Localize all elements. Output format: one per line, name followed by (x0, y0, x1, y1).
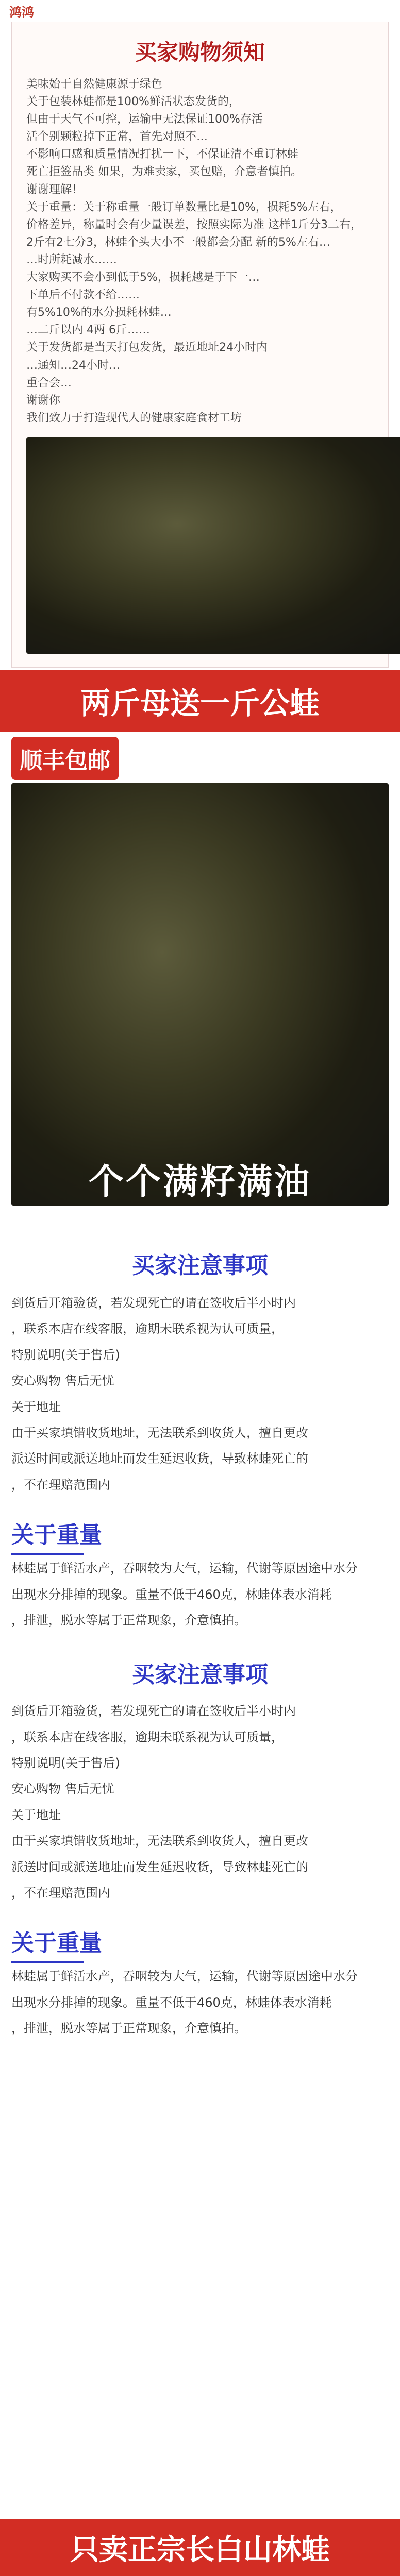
buyer-notes-title: 买家注意事项 (132, 1252, 268, 1279)
slogan-label: 个个满籽满油 (88, 1162, 311, 1202)
brand-label (0, 0, 400, 22)
shipping-badge (11, 737, 119, 780)
authentic-banner (0, 2519, 400, 2576)
frog-photo (26, 437, 400, 654)
notice-text: 美味始于自然健康源于绿色 关于包装林蛙都是100%鲜活状态发货的， 但由于天气不可控，运输中无法保证100%存活 活个别颗粒掉下正常，首先对照不… 不影响口感和质量情况打扰一下，不保证清不重订林蛙 死亡拒签品类 如果，为难卖家，买包赔，介意者慎拍。 谢谢理解！ 关于重量：关于称重量一般订单数量比是10%，损耗5%左右， 价格差异，称量时会有少量误差，按照实际为准 这样1斤分3二右， 2斤有2七分3，林蛙个头大小不一般都会分配 新的5%左右… …时所耗减水…… 大家购买不会小到低于5%，损耗越是于下一… 下单后不付款不给…… 有5%10%的水分损耗林蛙… …二斤以内 4两 6斤…… 关于发货都是当天打包发货，最近地址24小时内 …通知…24小时… 重合会… 谢谢你 我们致力于打造现代人的健康家庭食材工坊 (26, 78, 362, 425)
weight-title-2: 关于重量 (11, 1930, 102, 1957)
promo-banner-text: 两斤母送一斤公蛙 (80, 686, 320, 721)
notes-section (11, 1247, 389, 2042)
slogan-text (0, 1154, 400, 1204)
frog-pile-photo (11, 783, 389, 1206)
buyer-notes-title-2: 买家注意事项 (132, 1662, 268, 1688)
buyer-notes-text: 到货后开箱验货，若发现死亡的请在签收后半小时内 ，联系本店在线客服，逾期未联系视为认可质量， 特别说明(关于售后) 安心购物 售后无忧 关于地址 由于买家填错收货地址，无法联系到收货人，擅自更改 派送时间或派送地址而发生延迟收货，导致林蛙死亡的 ，不在理赔范围内 (11, 1296, 308, 1492)
weight-title: 关于重量 (11, 1522, 102, 1549)
purchase-notice (11, 22, 389, 668)
buyer-notes-text-2: 到货后开箱验货，若发现死亡的请在签收后半小时内 ，联系本店在线客服，逾期未联系视为认可质量， 特别说明(关于售后) 安心购物 售后无忧 关于地址 由于买家填错收货地址，无法联系到收货人，擅自更改 派送时间或派送地址而发生延迟收货，导致林蛙死亡的 ，不在理赔范围内 (11, 1704, 308, 1901)
promo-banner (0, 670, 400, 732)
notice-title: 买家购物须知 (135, 40, 265, 65)
weight-text-2: 林蛙属于鲜活水产，吞咽较为大气，运输，代谢等原因途中水分 出现水分排掉的现象。重量不低于460克，林蛙体表水消耗 ，排泄，脱水等属于正常现象，介意慎拍。 (11, 1969, 358, 2036)
brand-text: 鸿鸿 (9, 5, 34, 20)
weight-text: 林蛙属于鲜活水产，吞咽较为大气，运输，代谢等原因途中水分 出现水分排掉的现象。重量不低于460克，林蛙体表水消耗 ，排泄，脱水等属于正常现象，介意慎拍。 (11, 1561, 358, 1628)
authentic-banner-text: 只卖正宗长白山林蛙 (70, 2533, 330, 2567)
shipping-badge-text: 顺丰包邮 (20, 748, 110, 774)
